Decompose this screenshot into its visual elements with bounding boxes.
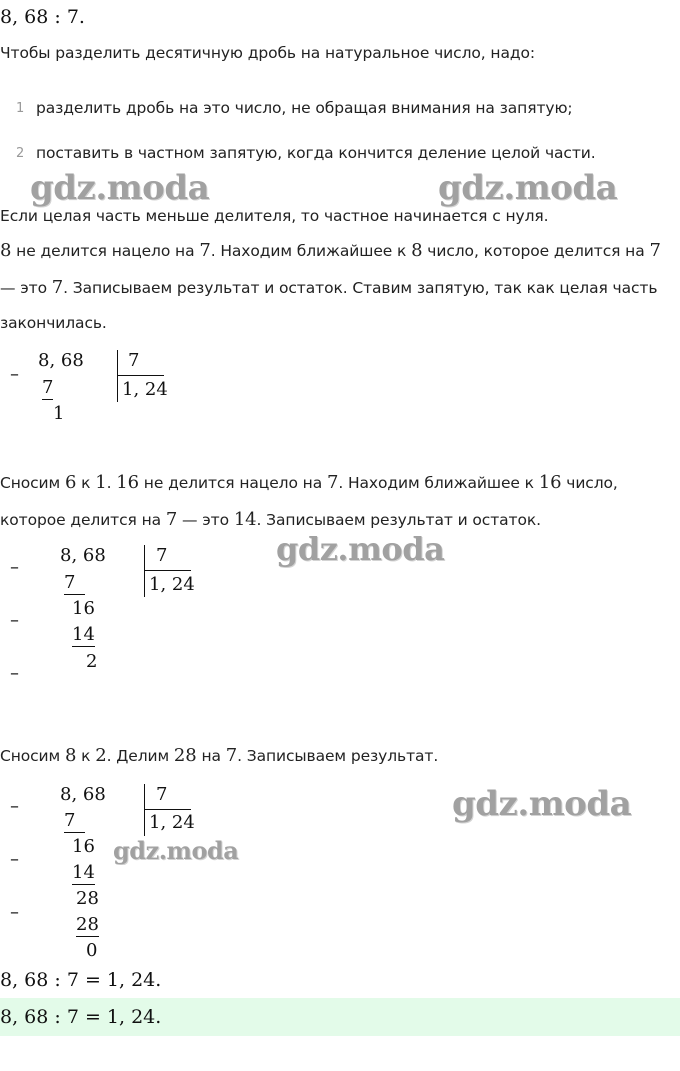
step1-line2 bbox=[0, 277, 657, 298]
step1-line1 bbox=[0, 240, 661, 261]
text-segment: которое делится на bbox=[0, 511, 166, 529]
remainder: 0 bbox=[86, 940, 98, 961]
watermark: gdz.moda bbox=[438, 168, 618, 208]
subtrahend: 14 bbox=[72, 624, 95, 645]
quotient: 1, 24 bbox=[149, 574, 195, 595]
minus-sign: – bbox=[10, 364, 19, 385]
text-segment: число, bbox=[561, 474, 618, 492]
dividend: 8, 68 bbox=[60, 545, 106, 566]
division-bracket-horizontal bbox=[145, 570, 191, 571]
minus-sign: – bbox=[10, 610, 19, 631]
list-item: разделить дробь на это число, не обращая внимания на запятую; bbox=[36, 99, 573, 117]
math-number: 1 bbox=[95, 472, 107, 493]
watermark: gdz.moda bbox=[452, 784, 632, 824]
answer-expression: 8, 68 : 7 = 1, 24. bbox=[0, 1006, 162, 1028]
subtrahend: 7 bbox=[42, 377, 54, 398]
result-expression: 8, 68 : 7 = 1, 24. bbox=[0, 969, 162, 991]
text-segment: к bbox=[76, 474, 96, 492]
text-segment: к bbox=[76, 747, 96, 765]
list-item-number: 2 bbox=[16, 146, 25, 161]
remainder: 2 bbox=[86, 651, 98, 672]
step3-line1 bbox=[0, 745, 438, 766]
divisor: 7 bbox=[156, 784, 168, 805]
watermark: gdz.moda bbox=[113, 836, 239, 865]
text-segment: Сносим bbox=[0, 474, 65, 492]
minus-sign: – bbox=[10, 663, 19, 684]
dividend: 8, 68 bbox=[60, 784, 106, 805]
math-number: 14 bbox=[233, 509, 257, 530]
text-segment: . Делим bbox=[106, 747, 174, 765]
math-number: 16 bbox=[116, 472, 139, 493]
dividend: 8, 68 bbox=[38, 350, 84, 371]
watermark: gdz.moda bbox=[276, 530, 445, 568]
math-number: 7 bbox=[649, 240, 661, 261]
minus-sign: – bbox=[10, 849, 19, 870]
text-segment: — это bbox=[0, 279, 52, 297]
note-zero: Если целая часть меньше делителя, то частное начинается с нуля. bbox=[0, 207, 549, 225]
subtrahend: 7 bbox=[64, 810, 85, 833]
text-segment: . bbox=[106, 474, 117, 492]
text-segment: закончилась. bbox=[0, 314, 107, 332]
math-number: 28 bbox=[173, 745, 197, 766]
remainder: 16 bbox=[72, 598, 95, 619]
text-segment: Сносим bbox=[0, 747, 65, 765]
text-segment: не делится нацело на bbox=[11, 242, 200, 260]
quotient: 1, 24 bbox=[149, 812, 195, 833]
step1-line3 bbox=[0, 314, 107, 332]
math-number: 16 bbox=[538, 472, 562, 493]
text-segment: . Находим ближайшее к bbox=[338, 474, 539, 492]
math-number: 7 bbox=[225, 745, 238, 766]
list-item-number: 1 bbox=[16, 101, 25, 116]
answer-box bbox=[0, 998, 680, 1036]
math-number: 8 bbox=[411, 240, 423, 261]
minus-sign: – bbox=[10, 557, 19, 578]
remainder: 1 bbox=[53, 403, 65, 424]
remainder: 16 bbox=[72, 836, 95, 857]
list-item: поставить в частном запятую, когда кончится деление целой части. bbox=[36, 144, 596, 162]
subtrahend: 14 bbox=[72, 862, 95, 883]
divisor: 7 bbox=[156, 545, 168, 566]
math-number: 7 bbox=[326, 472, 339, 493]
division-bracket-horizontal bbox=[145, 809, 191, 810]
text-segment: число, которое делится на bbox=[422, 242, 650, 260]
math-number: 8 bbox=[0, 240, 12, 261]
minus-sign: – bbox=[10, 902, 19, 923]
text-segment: на bbox=[196, 747, 226, 765]
quotient: 1, 24 bbox=[122, 379, 168, 400]
text-segment: — это bbox=[177, 511, 234, 529]
rule-intro: Чтобы разделить десятичную дробь на натуральное число, надо: bbox=[0, 44, 535, 62]
math-number: 8 bbox=[64, 745, 77, 766]
math-number: 6 bbox=[64, 472, 77, 493]
watermark: gdz.moda bbox=[30, 168, 210, 208]
text-segment: . Записываем результат и остаток. bbox=[256, 511, 541, 529]
step2-line2 bbox=[0, 509, 541, 530]
subtrahend: 28 bbox=[76, 914, 99, 935]
text-segment: . Находим ближайшее к bbox=[210, 242, 412, 260]
step2-line1 bbox=[0, 472, 618, 493]
divisor: 7 bbox=[128, 350, 140, 371]
division-bracket-horizontal bbox=[118, 375, 164, 376]
text-segment: не делится нацело на bbox=[138, 474, 327, 492]
task-expression: 8, 68 : 7. bbox=[0, 6, 85, 28]
math-number: 2 bbox=[95, 745, 107, 766]
text-segment: . Записываем результат и остаток. Ставим запятую, так как целая часть bbox=[63, 279, 658, 297]
text-segment: . Записываем результат. bbox=[237, 747, 439, 765]
subtrahend: 7 bbox=[64, 572, 85, 595]
math-number: 7 bbox=[165, 509, 178, 530]
math-number: 7 bbox=[51, 277, 64, 298]
math-number: 7 bbox=[199, 240, 211, 261]
remainder: 28 bbox=[76, 888, 99, 909]
minus-sign: – bbox=[10, 796, 19, 817]
